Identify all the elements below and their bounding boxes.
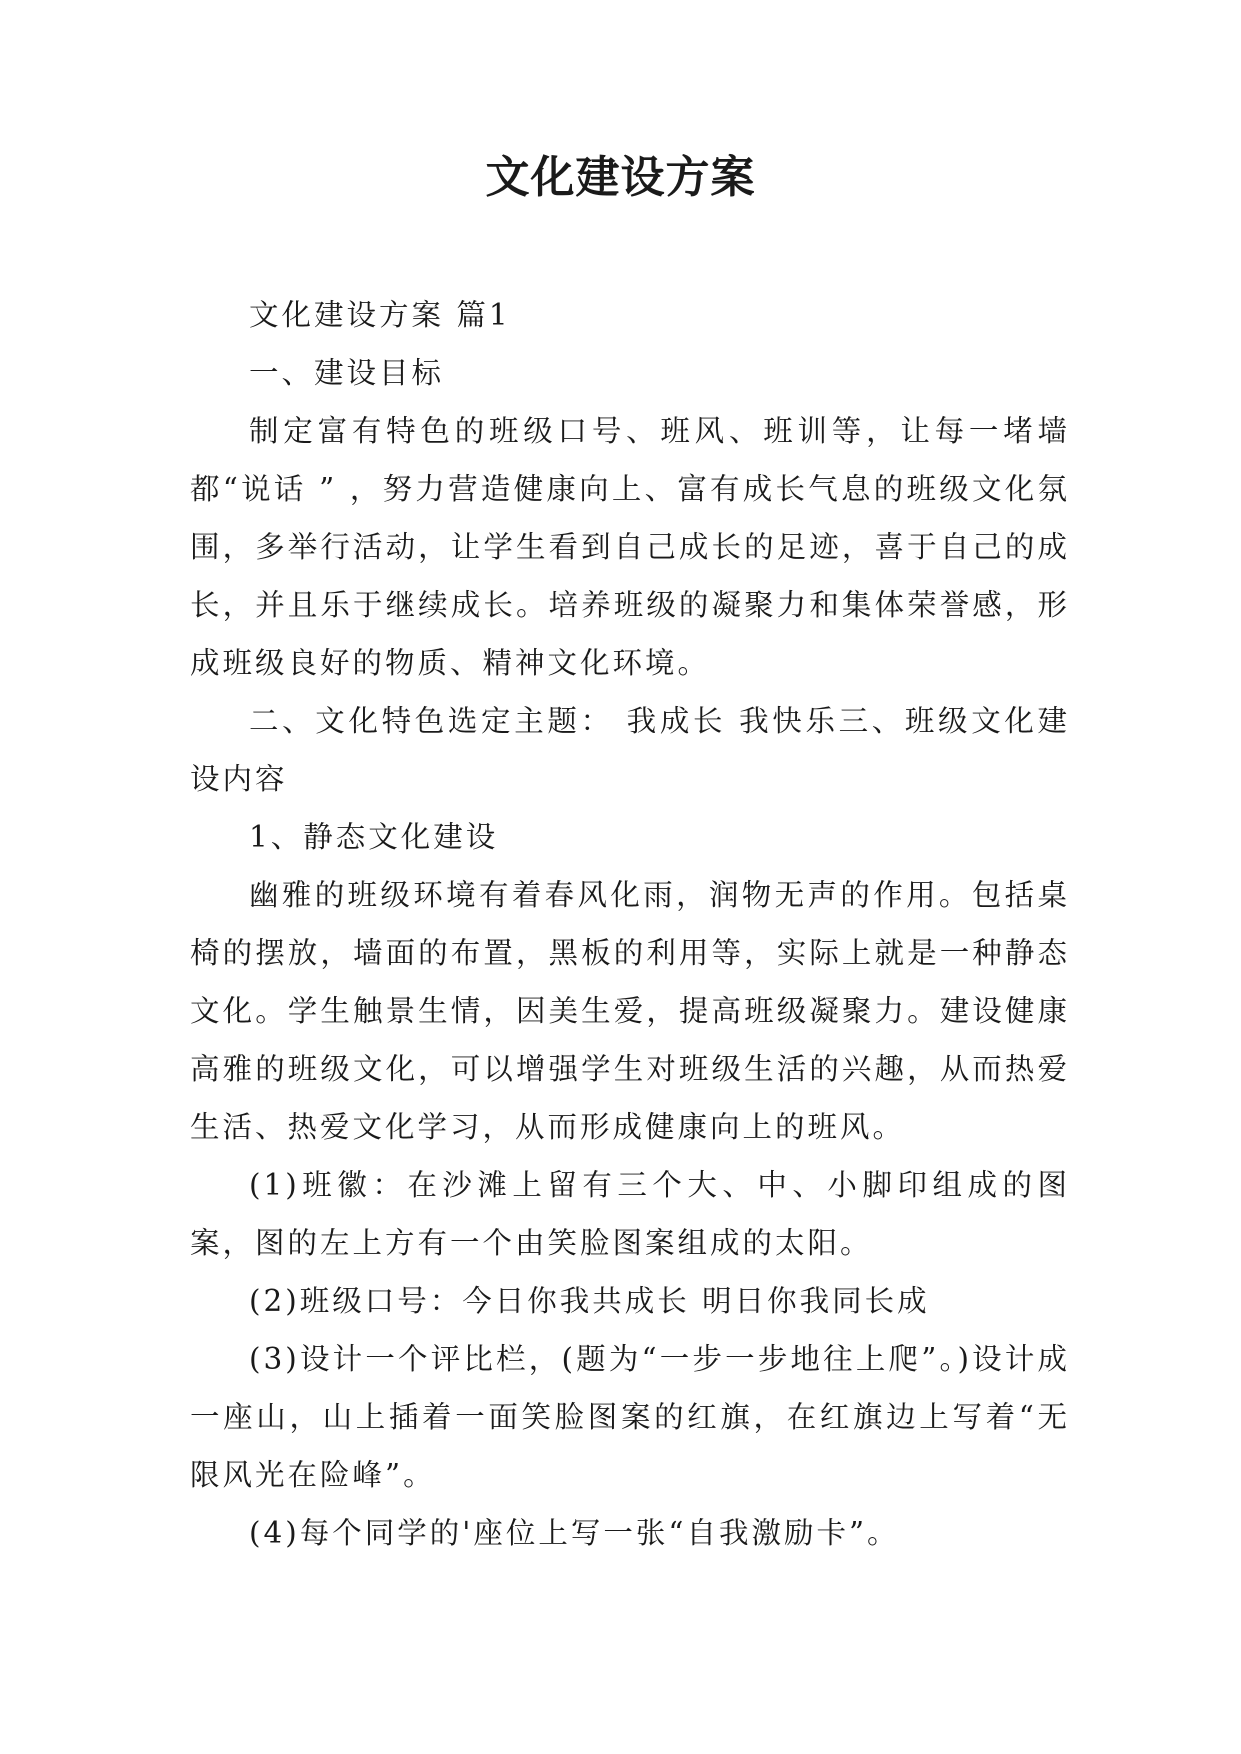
subsection-heading: 一、建设目标 [249,356,445,390]
section-heading: 文化建设方案 篇1 [249,298,511,332]
list-item: (1)班徽：在沙滩上留有三个大、中、小脚印组成的图案，图的左上方有一个由笑脸图案组成的太阳。 [190,1168,1070,1260]
list-item: (4)每个同学的'座位上写一张“自我激励卡”。 [249,1516,900,1550]
document-title: 文化建设方案 [485,152,756,203]
subsection-heading: 1、静态文化建设 [249,820,499,854]
list-item: (3)设计一个评比栏，(题为“一步一步地往上爬”。)设计成一座山，山上插着一面笑脸图案的红旗，在红旗边上写着“无限风光在险峰”。 [190,1342,1070,1492]
document-body [190,286,1070,1562]
list-item: (2)班级口号：今日你我共成长 明日你我同长成 [249,1284,930,1318]
body-paragraph: 制定富有特色的班级口号、班风、班训等，让每一堵墙都“说话 ” ，努力营造健康向上、富有成长气息的班级文化氛围，多举行活动，让学生看到自己成长的足迹，喜于自己的成长，并且乐于继续成长。培养班级的凝聚力和集体荣誉感，形成班级良好的物质、精神文化环境。 [190,414,1070,680]
subsection-heading: 二、文化特色选定主题： 我成长 我快乐三、班级文化建设内容 [190,704,1070,796]
body-paragraph: 幽雅的班级环境有着春风化雨，润物无声的作用。包括桌椅的摆放，墙面的布置，黑板的利用等，实际上就是一种静态文化。学生触景生情，因美生爱，提高班级凝聚力。建设健康高雅的班级文化，可以增强学生对班级生活的兴趣，从而热爱生活、热爱文化学习，从而形成健康向上的班风。 [190,878,1070,1144]
